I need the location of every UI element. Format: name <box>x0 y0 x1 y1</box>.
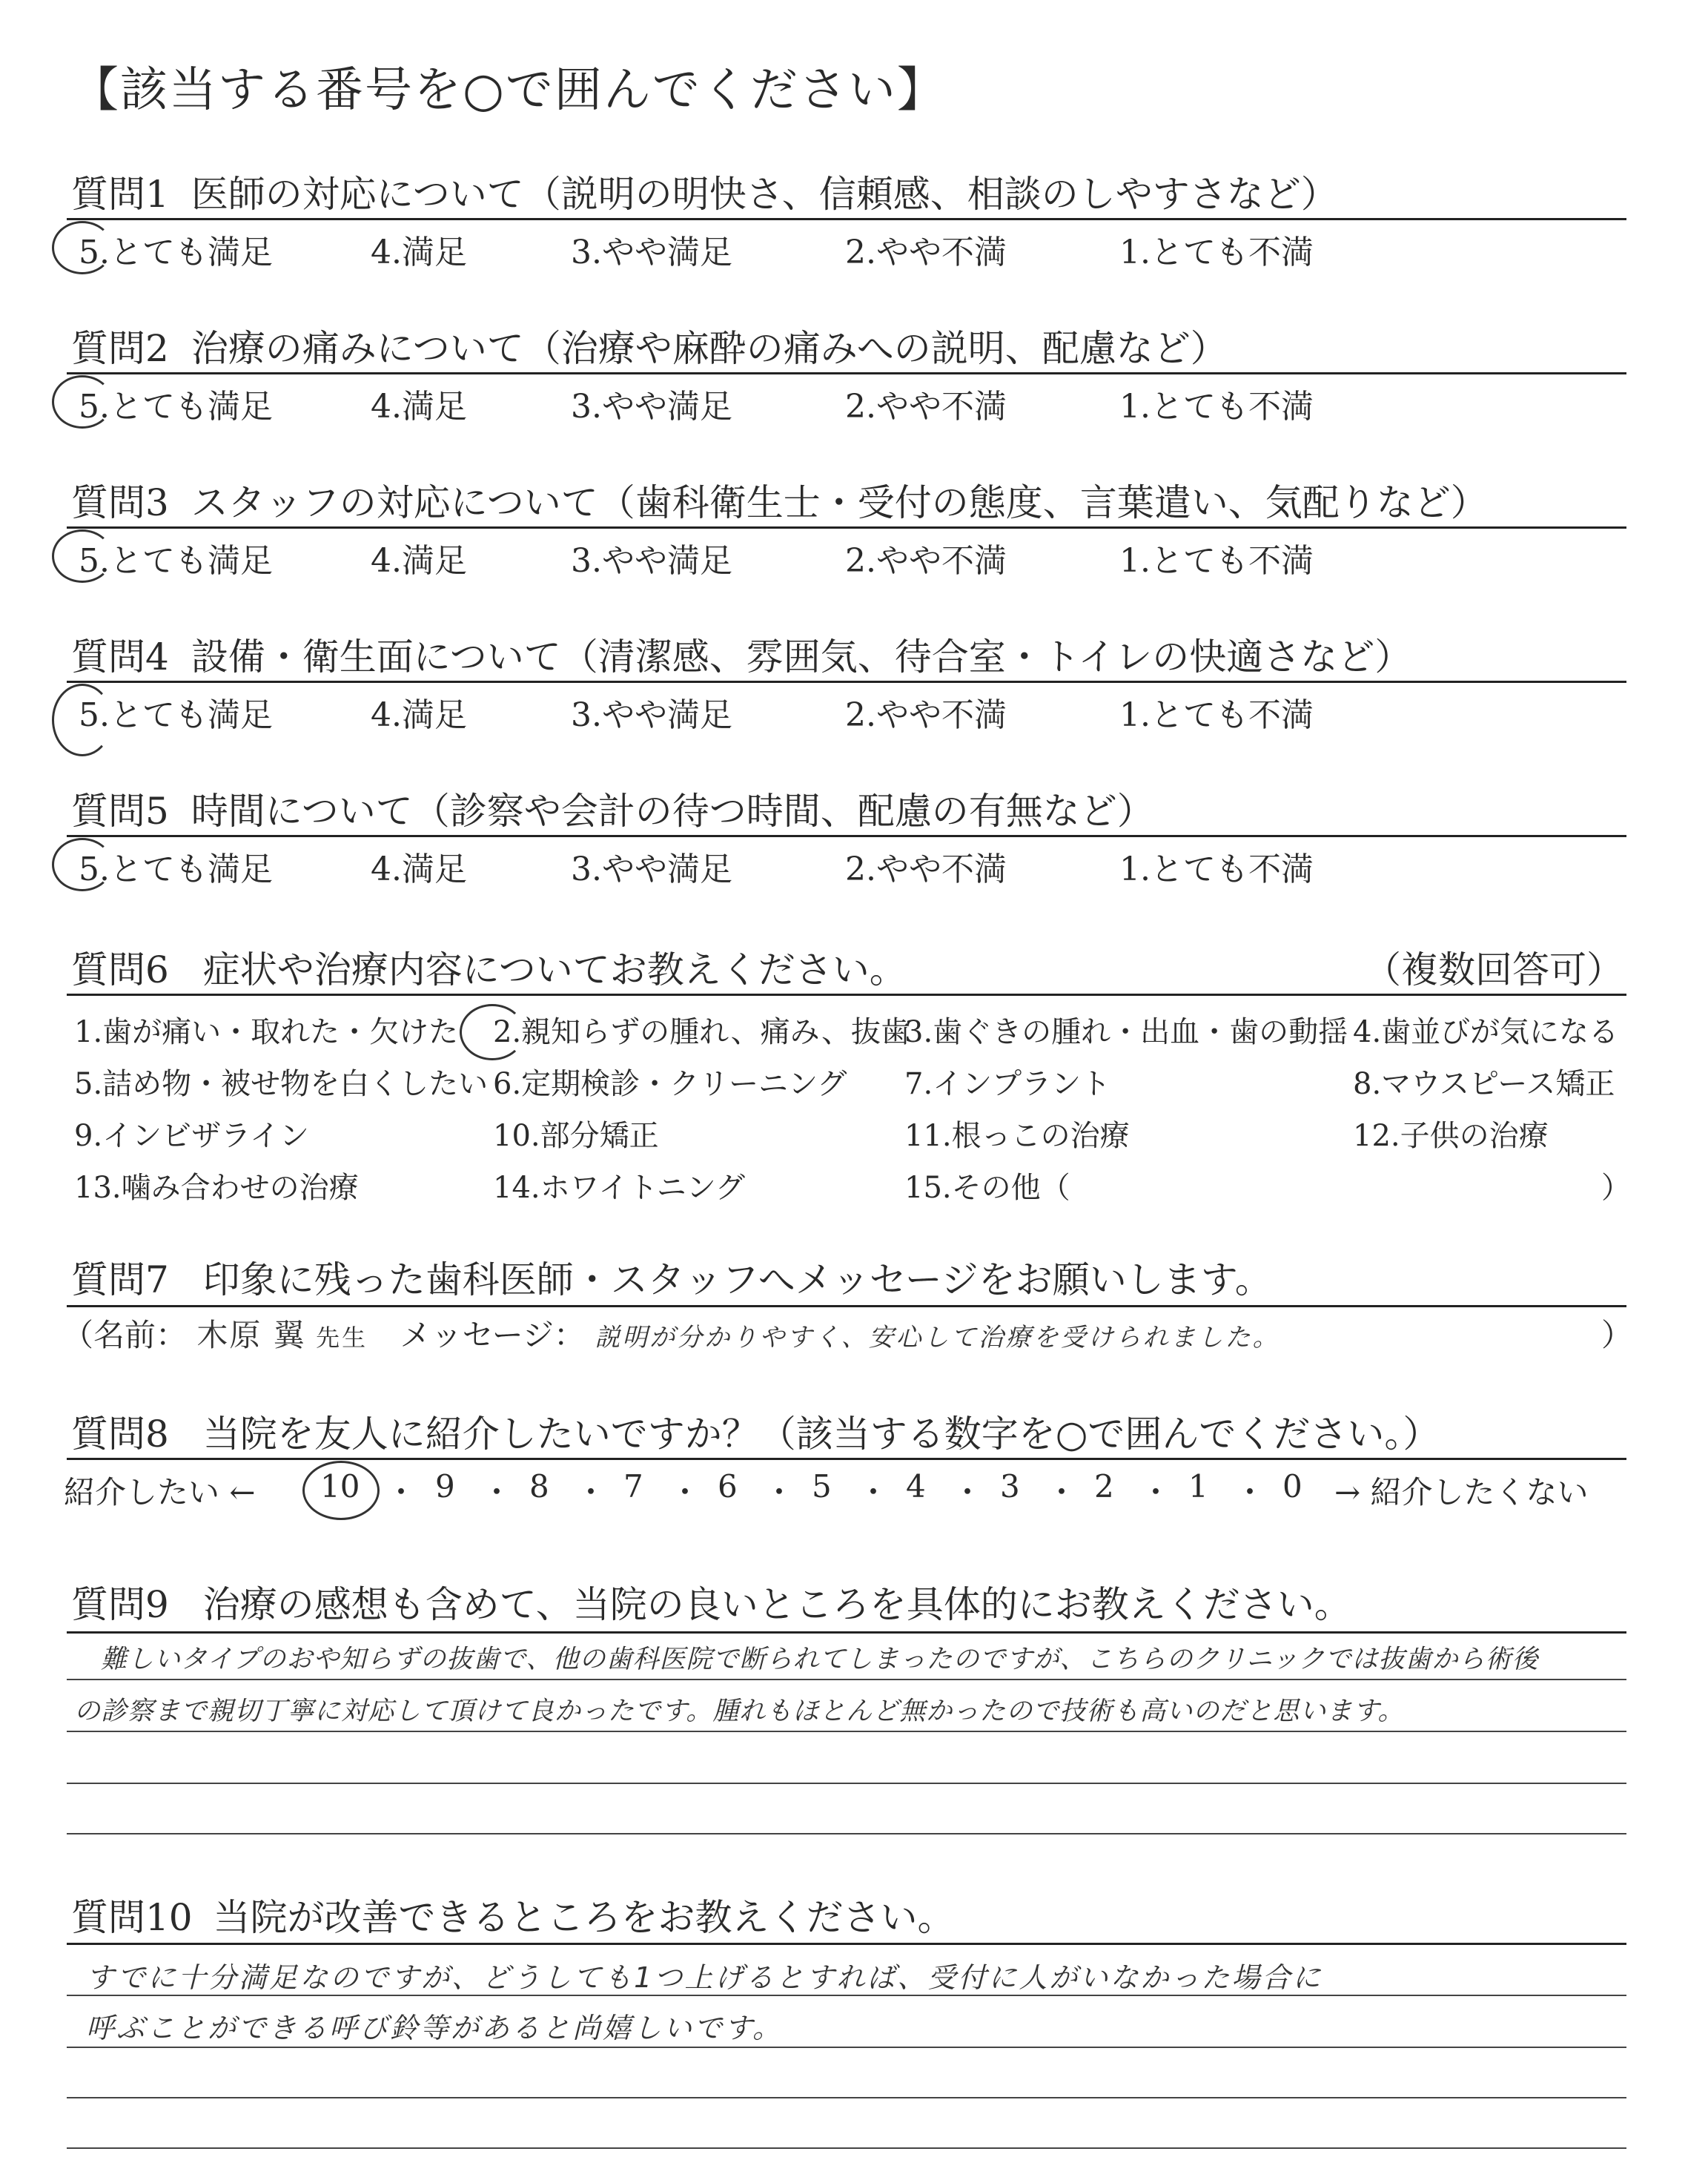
symptom-option-13[interactable]: 13.噛み合わせの治療 <box>74 1171 359 1205</box>
scale-value-1[interactable]: 1 <box>1188 1468 1208 1505</box>
rating-option-5[interactable]: 5.とても満足 <box>79 851 273 888</box>
name-suffix: 先生 <box>316 1324 368 1352</box>
scale-separator: ・ <box>1234 1474 1266 1510</box>
scale-separator: ・ <box>1046 1474 1078 1510</box>
message-value: 説明が分かりやすく、安心して治療を受けられました。 <box>595 1323 1280 1353</box>
scale-right-label: → 紹介したくない <box>1334 1474 1589 1510</box>
rating-option-3[interactable]: 3.やや満足 <box>571 851 732 888</box>
scale-separator: ・ <box>575 1474 607 1510</box>
scale-separator: ・ <box>669 1474 701 1510</box>
symptom-option-8[interactable]: 8.マウスピース矯正 <box>1353 1067 1615 1101</box>
symptom-option-4[interactable]: 4.歯並びが気になる <box>1353 1015 1619 1049</box>
symptom-option-6[interactable]: 6.定期検診・クリーニング <box>493 1067 847 1101</box>
question-label: 質問9 <box>71 1583 169 1626</box>
question-text: 当院が改善できるところをお教えください。 <box>213 1896 955 1939</box>
question-label: 質問1 <box>71 173 169 216</box>
question-text: 治療の感想も含めて、当院の良いところを具体的にお教えください。 <box>202 1583 1351 1626</box>
scale-value-6[interactable]: 6 <box>718 1468 738 1505</box>
question-label: 質問4 <box>71 635 169 678</box>
multiple-answer-note: （複数回答可） <box>1364 948 1623 991</box>
symptom-option-12[interactable]: 12.子供の治療 <box>1353 1119 1549 1153</box>
message-label: メッセージ： <box>400 1317 585 1353</box>
question-text: 医師の対応について（説明の明快さ、信頼感、相談のしやすさなど） <box>191 173 1338 216</box>
symptom-option-11[interactable]: 11.根っこの治療 <box>904 1119 1130 1153</box>
selection-circle <box>302 1461 380 1520</box>
scale-separator: ・ <box>858 1474 890 1510</box>
question-label: 質問7 <box>71 1258 169 1301</box>
rating-option-4[interactable]: 4.満足 <box>371 542 467 580</box>
other-close-paren: ） <box>1601 1171 1631 1205</box>
scale-separator: ・ <box>764 1474 795 1510</box>
message-row <box>62 1311 1280 1355</box>
answer-line-2: の診察まで親切丁寧に対応して頂けて良かったです。腫れもほとんど無かったので技術も高いのだと思います。 <box>74 1697 1405 1726</box>
rating-option-5[interactable]: 5.とても満足 <box>79 696 273 734</box>
rating-option-1[interactable]: 1.とても不満 <box>1119 234 1314 271</box>
page-title: 【該当する番号を○で囲んでください】 <box>71 63 946 118</box>
rating-option-4[interactable]: 4.満足 <box>371 851 467 888</box>
selection-circle <box>52 684 113 756</box>
symptom-option-3[interactable]: 3.歯ぐきの腫れ・出血・歯の動揺 <box>904 1015 1348 1049</box>
rating-option-3[interactable]: 3.やや満足 <box>571 234 732 271</box>
answer-line-2: 呼ぶことができる呼び鈴等があると尚嬉しいです。 <box>86 2012 783 2044</box>
question-text: 印象に残った歯科医師・スタッフへメッセージをお願いします。 <box>202 1258 1272 1301</box>
scale-value-9[interactable]: 9 <box>435 1468 455 1505</box>
rating-option-1[interactable]: 1.とても不満 <box>1119 696 1314 734</box>
rating-option-5[interactable]: 5.とても満足 <box>79 388 273 426</box>
symptom-option-9[interactable]: 9.インビザライン <box>74 1119 309 1153</box>
rating-option-1[interactable]: 1.とても不満 <box>1119 388 1314 426</box>
question-label: 質問5 <box>71 790 169 833</box>
scale-separator: ・ <box>1140 1474 1172 1510</box>
rating-option-4[interactable]: 4.満足 <box>371 388 467 426</box>
scale-separator: ・ <box>481 1474 513 1510</box>
rating-option-3[interactable]: 3.やや満足 <box>571 542 732 580</box>
symptom-option-14[interactable]: 14.ホワイトニング <box>493 1171 746 1205</box>
symptom-option-10[interactable]: 10.部分矯正 <box>493 1119 659 1153</box>
scale-value-4[interactable]: 4 <box>906 1468 926 1505</box>
rating-option-3[interactable]: 3.やや満足 <box>571 388 732 426</box>
question-text: スタッフの対応について（歯科衛生士・受付の態度、言葉遣い、気配りなど） <box>191 481 1488 524</box>
name-prefix: （名前： <box>62 1317 188 1353</box>
rating-option-1[interactable]: 1.とても不満 <box>1119 851 1314 888</box>
question-label: 質問8 <box>71 1413 169 1456</box>
question-label: 質問2 <box>71 327 169 370</box>
rating-option-3[interactable]: 3.やや満足 <box>571 696 732 734</box>
symptom-option-2[interactable]: 2.親知らずの腫れ、痛み、抜歯 <box>493 1015 910 1049</box>
answer-line-1: すでに十分満足なのですが、どうしても1つ上げるとすれば、受付に人がいなかった場合に <box>86 1961 1323 1994</box>
rating-option-2[interactable]: 2.やや不満 <box>845 234 1007 271</box>
message-close-paren: ） <box>1601 1317 1633 1353</box>
scale-value-0[interactable]: 0 <box>1282 1468 1302 1505</box>
scale-separator: ・ <box>952 1474 984 1510</box>
symptom-option-7[interactable]: 7.インプラント <box>904 1067 1111 1101</box>
symptom-option-5[interactable]: 5.詰め物・被せ物を白くしたい <box>74 1067 489 1101</box>
rating-option-1[interactable]: 1.とても不満 <box>1119 542 1314 580</box>
rating-option-4[interactable]: 4.満足 <box>371 696 467 734</box>
symptom-option-1[interactable]: 1.歯が痛い・取れた・欠けた <box>74 1015 459 1049</box>
scale-value-2[interactable]: 2 <box>1094 1468 1114 1505</box>
scale-value-8[interactable]: 8 <box>529 1468 549 1505</box>
question-text: 時間について（診察や会計の待つ時間、配慮の有無など） <box>191 790 1154 833</box>
name-value: 木原 翼 <box>196 1317 306 1353</box>
rating-option-2[interactable]: 2.やや不満 <box>845 696 1007 734</box>
question-text: 設備・衛生面について（清潔感、雰囲気、待合室・トイレの快適さなど） <box>191 635 1412 678</box>
scale-left-label: 紹介したい ← <box>64 1474 256 1510</box>
question-label: 質問3 <box>71 481 169 524</box>
scale-value-7[interactable]: 7 <box>623 1468 643 1505</box>
question-label: 質問10 <box>71 1896 193 1939</box>
rating-option-5[interactable]: 5.とても満足 <box>79 234 273 271</box>
answer-line-1: 難しいタイプのおや知らずの抜歯で、他の歯科医院で断られてしまったのですが、こちらのクリニックでは抜歯から術後 <box>101 1645 1539 1674</box>
selection-circle <box>52 838 113 891</box>
symptom-option-15[interactable]: 15.その他（ <box>904 1171 1070 1205</box>
selection-circle <box>460 1004 525 1060</box>
question-text: 症状や治療内容についてお教えください。 <box>202 948 907 991</box>
rating-option-2[interactable]: 2.やや不満 <box>845 388 1007 426</box>
selection-circle <box>52 529 113 583</box>
scale-value-5[interactable]: 5 <box>812 1468 832 1505</box>
rating-option-2[interactable]: 2.やや不満 <box>845 851 1007 888</box>
question-text: 当院を友人に紹介したいですか？（該当する数字を○で囲んでください。） <box>202 1413 1440 1456</box>
scale-value-10[interactable]: 10 <box>320 1468 360 1505</box>
question-label: 質問6 <box>71 948 169 991</box>
question-text: 治療の痛みについて（治療や麻酔の痛みへの説明、配慮など） <box>191 327 1228 370</box>
scale-separator: ・ <box>385 1474 417 1510</box>
selection-circle <box>52 375 113 429</box>
scale-value-3[interactable]: 3 <box>1000 1468 1020 1505</box>
selection-circle <box>52 221 113 274</box>
rating-option-2[interactable]: 2.やや不満 <box>845 542 1007 580</box>
rating-option-4[interactable]: 4.満足 <box>371 234 467 271</box>
rating-option-5[interactable]: 5.とても満足 <box>79 542 273 580</box>
